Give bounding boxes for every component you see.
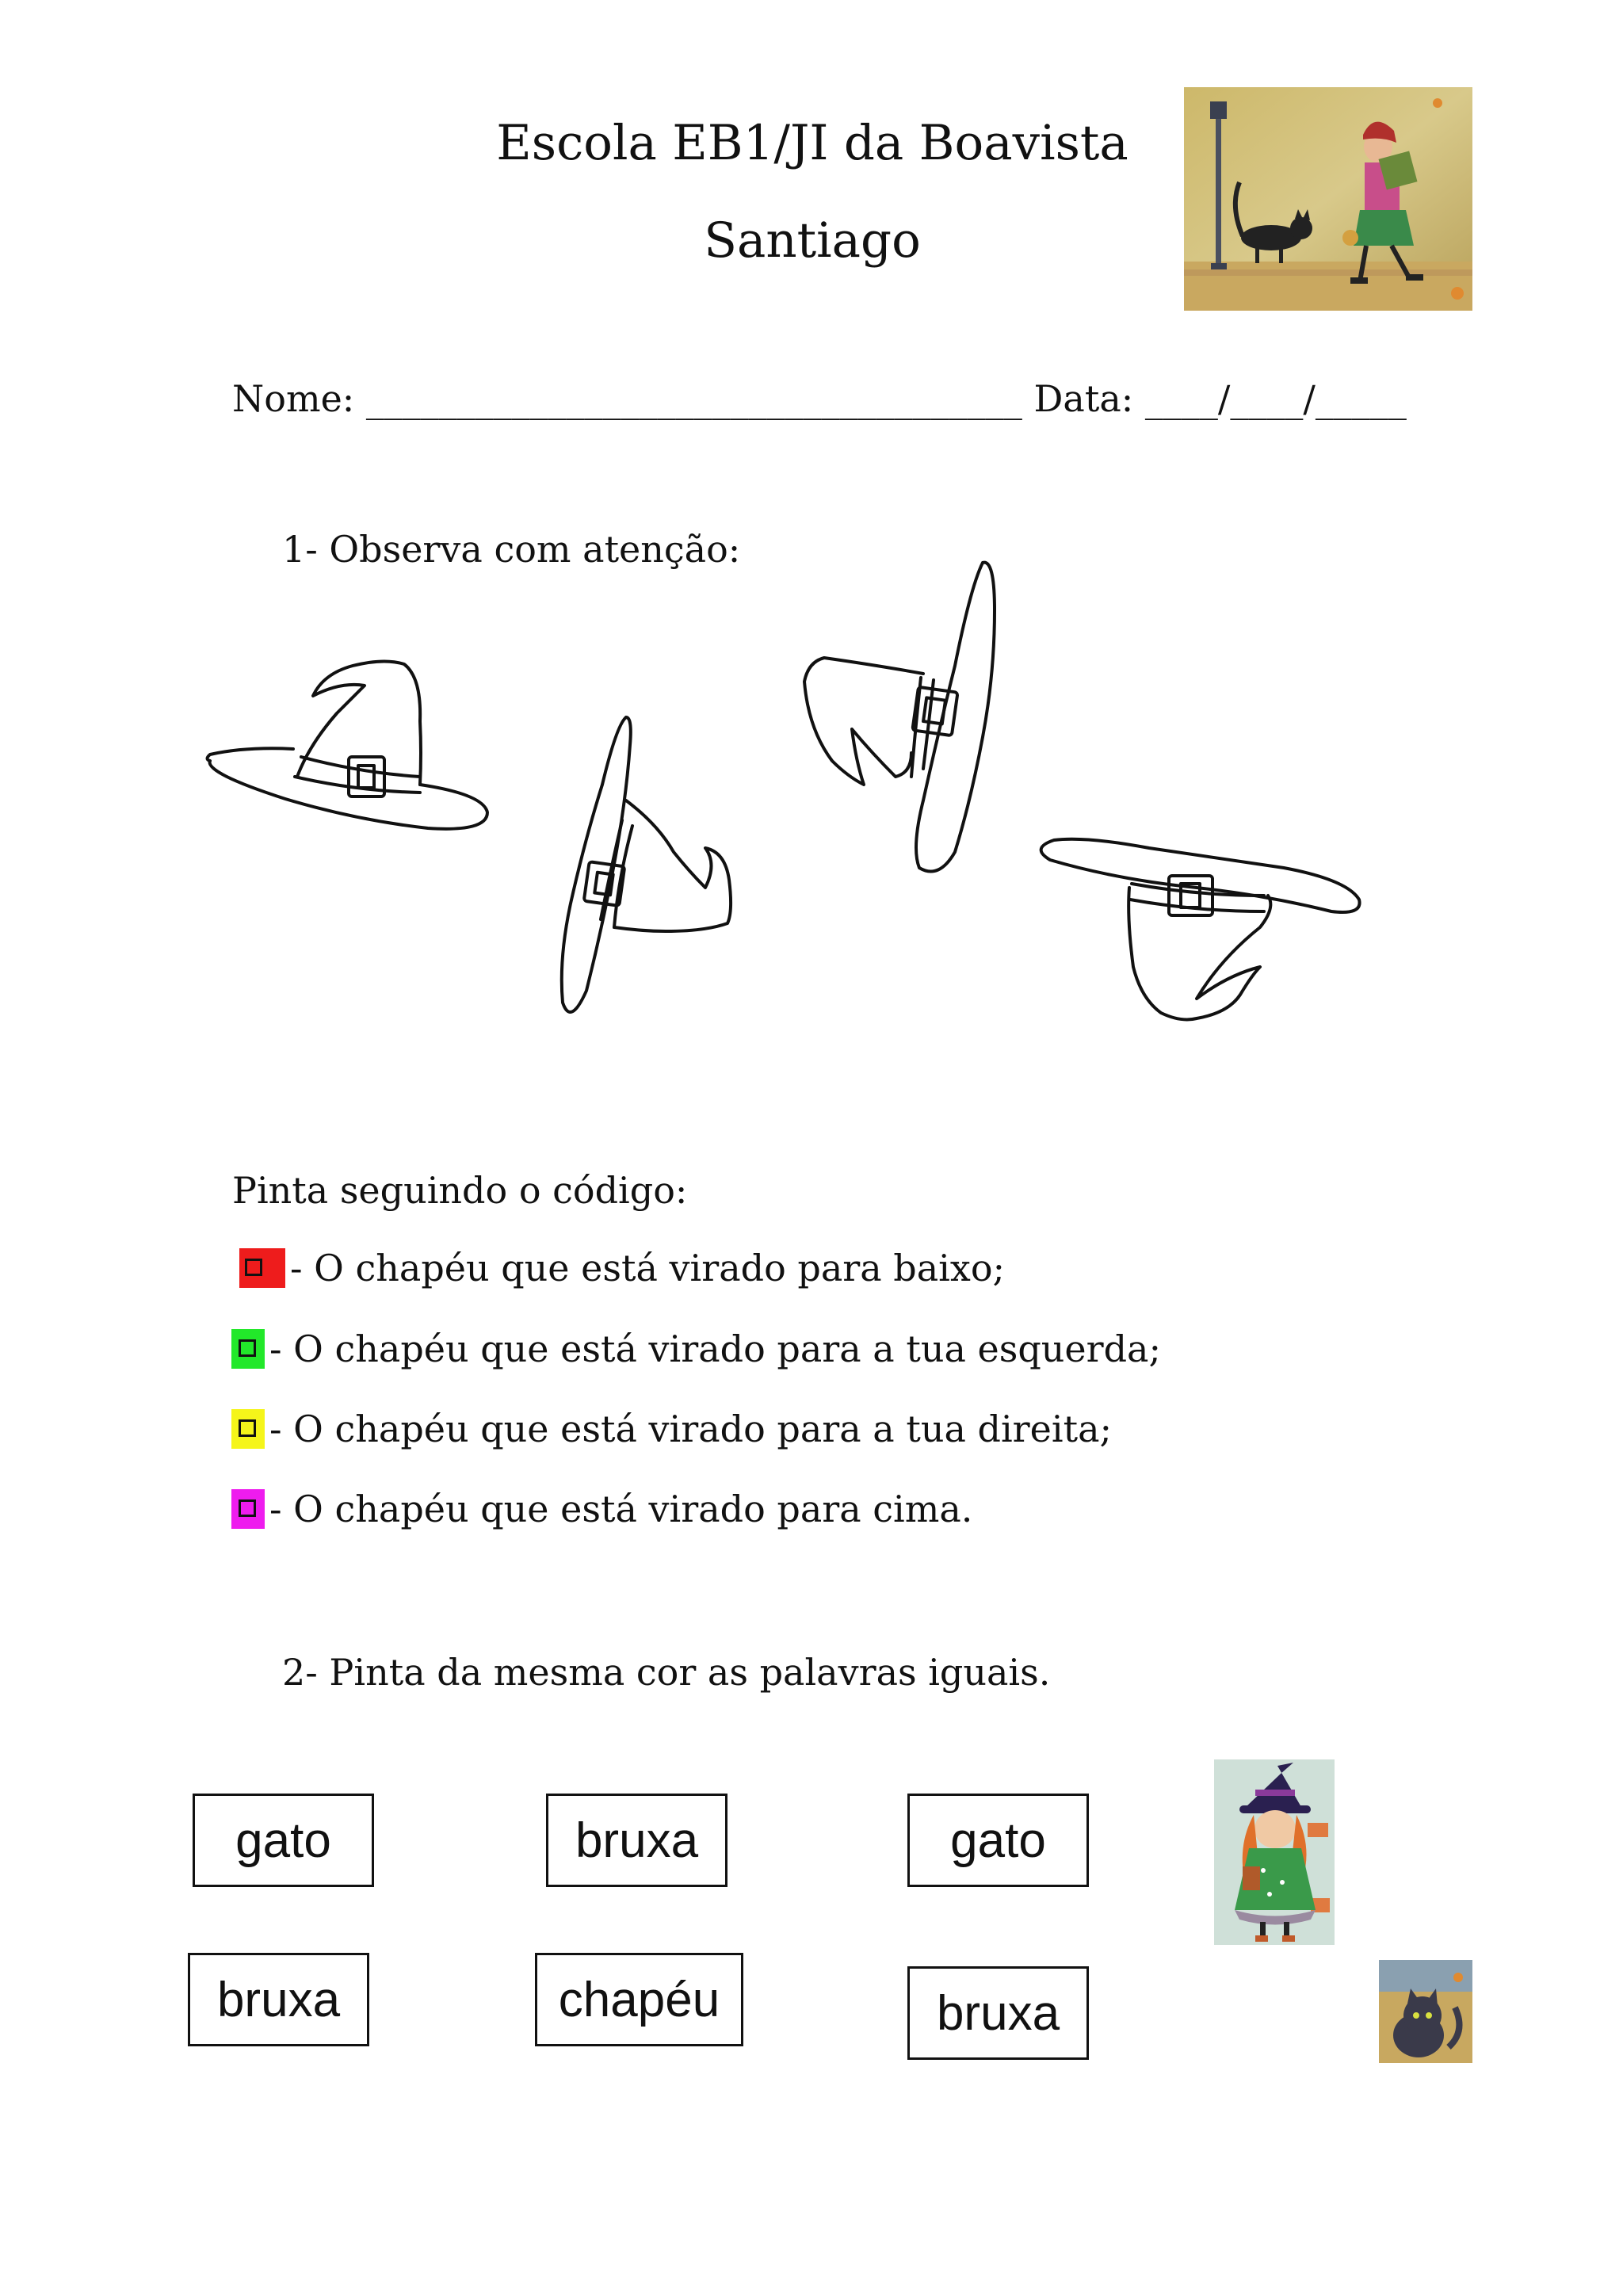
yellow-swatch xyxy=(231,1409,265,1449)
code-text-red: - O chapéu que está virado para baixo; xyxy=(290,1247,1006,1289)
exercise1-instruction: 1- Observa com atenção: xyxy=(282,528,741,571)
code-row-magenta xyxy=(231,1488,972,1530)
word-box[interactable]: gato xyxy=(907,1794,1089,1887)
hat-right xyxy=(562,717,731,1012)
school-name: Escola EB1/JI da Boavista xyxy=(496,115,1128,171)
word-box[interactable]: bruxa xyxy=(188,1953,369,2046)
word-box[interactable]: bruxa xyxy=(907,1966,1089,2060)
cat-illustration xyxy=(1379,1960,1472,2063)
code-text-green: - O chapéu que está virado para a tua esquerda; xyxy=(269,1328,1161,1370)
code-row-red xyxy=(239,1247,1005,1289)
code-title: Pinta seguindo o código: xyxy=(232,1169,688,1212)
hat-left xyxy=(804,563,995,872)
green-swatch xyxy=(231,1329,265,1369)
hat-upright xyxy=(208,661,488,828)
header-illustration xyxy=(1184,87,1472,311)
word-box[interactable]: bruxa xyxy=(546,1794,727,1887)
exercise2-instruction: 2- Pinta da mesma cor as palavras iguais. xyxy=(282,1651,1051,1694)
witch-illustration xyxy=(1214,1759,1335,1945)
name-date-line: Nome: ____________________________________ Data: ____/____/_____ xyxy=(232,377,1407,420)
code-text-yellow: - O chapéu que está virado para a tua direita; xyxy=(269,1408,1112,1450)
school-place: Santiago xyxy=(704,212,921,269)
magenta-swatch xyxy=(231,1489,265,1529)
hats-drawing xyxy=(198,547,1403,1054)
word-box[interactable]: gato xyxy=(193,1794,374,1887)
red-swatch xyxy=(239,1248,285,1288)
code-row-yellow xyxy=(231,1408,1112,1450)
hat-down xyxy=(1041,839,1360,1020)
code-row-green xyxy=(231,1328,1161,1370)
word-box[interactable]: chapéu xyxy=(535,1953,743,2046)
code-text-magenta: - O chapéu que está virado para cima. xyxy=(269,1488,973,1530)
